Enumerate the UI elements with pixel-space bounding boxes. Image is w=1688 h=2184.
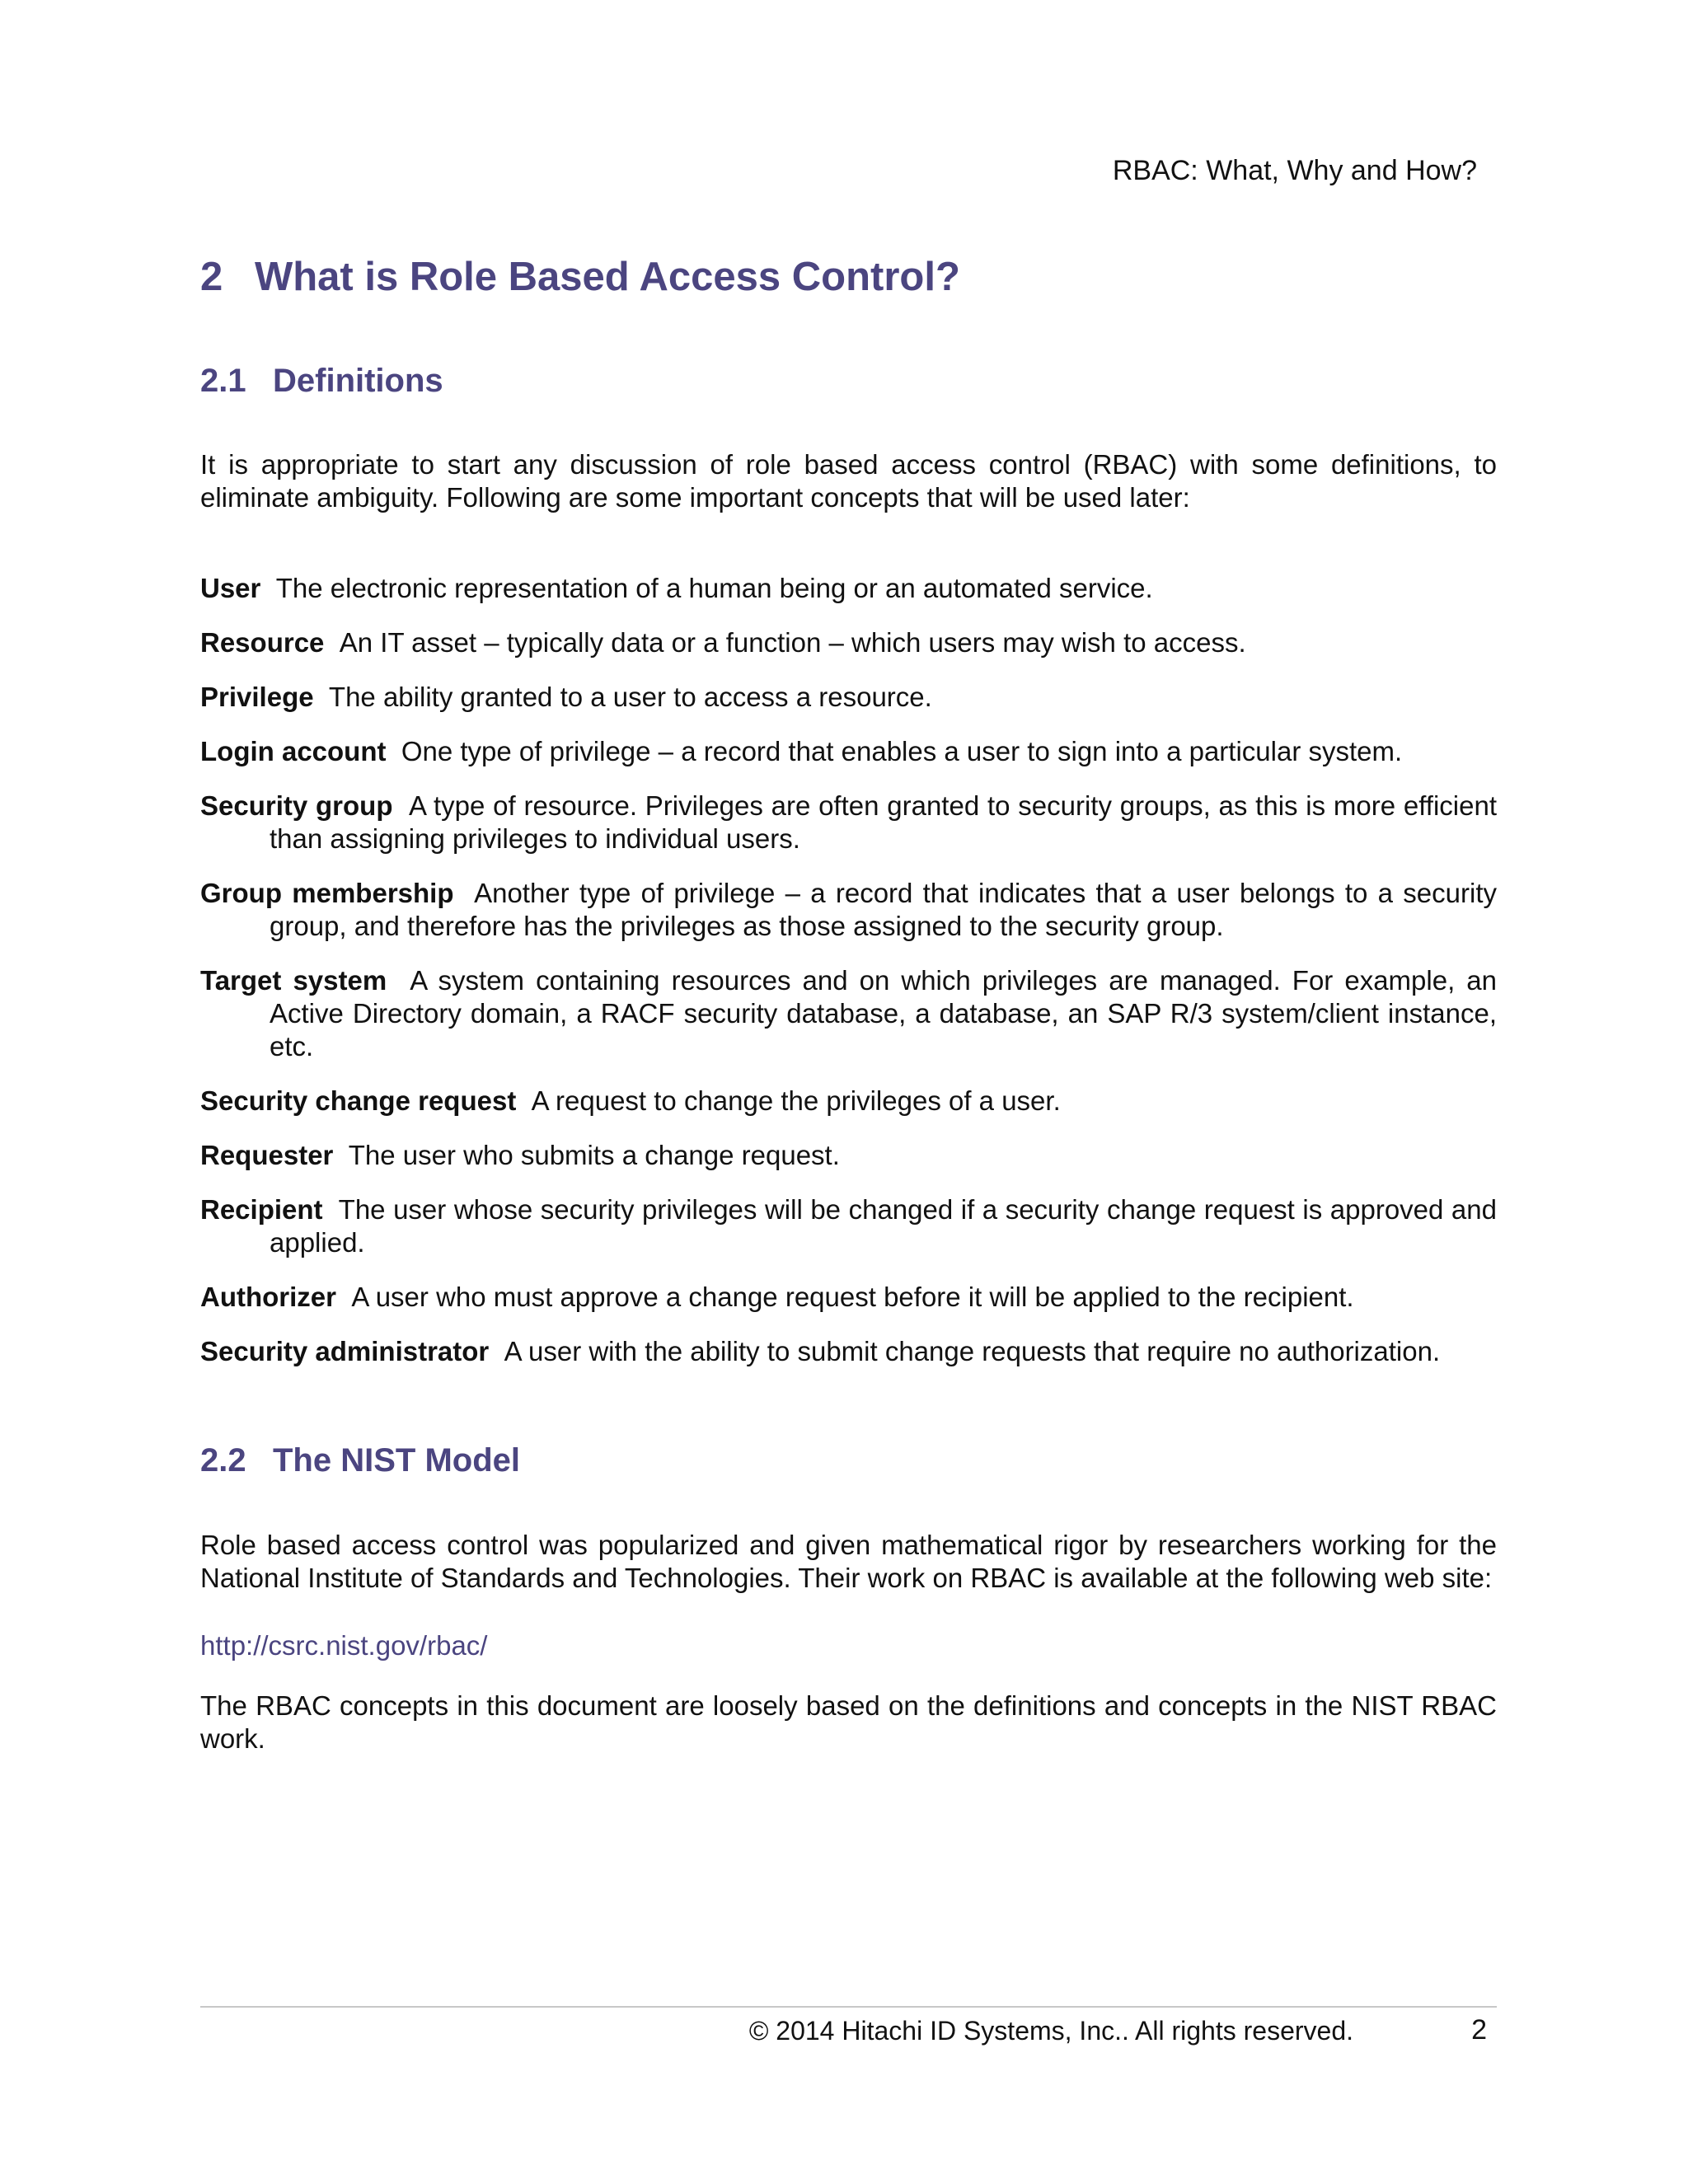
definition-item	[200, 626, 1497, 659]
footer-copyright: © 2014 Hitachi ID Systems, Inc.. All rights reserved.	[748, 2016, 1353, 2046]
definition-list	[200, 572, 1497, 1390]
definition-term: Target system	[200, 965, 387, 996]
definition-text: A request to change the privileges of a user.	[531, 1085, 1061, 1116]
definition-text: The electronic representation of a human being or an automated service.	[275, 573, 1153, 603]
section-number: 2.1	[200, 363, 246, 399]
definition-item	[200, 1281, 1497, 1314]
section-number: 2.2	[200, 1442, 246, 1479]
definition-text: A system containing resources and on which privileges are managed. For example, an Active Directory domain, a RACF security database, a database, an SAP R/3 system/client instance, etc.	[270, 965, 1497, 1062]
definition-item	[200, 964, 1497, 1063]
section-title-text: Definitions	[273, 363, 443, 399]
definition-item	[200, 1139, 1497, 1172]
definition-text: The user who submits a change request.	[348, 1140, 840, 1170]
definition-text: The user whose security privileges will be changed if a security change request is approved and applied.	[270, 1194, 1497, 1258]
page-number: 2	[1471, 2014, 1487, 2046]
nist-rbac-link[interactable]: http://csrc.nist.gov/rbac/	[200, 1630, 488, 1661]
definition-item	[200, 1335, 1497, 1368]
chapter-title	[200, 254, 960, 300]
definition-text: An IT asset – typically data or a function – which users may wish to access.	[339, 627, 1246, 658]
definition-item	[200, 877, 1497, 943]
definition-text: Another type of privilege – a record that indicates that a user belongs to a security group, and therefore has the privileges as those assigned to the security group.	[270, 878, 1497, 941]
section-title-definitions	[200, 363, 443, 400]
definition-text: One type of privilege – a record that enables a user to sign into a particular system.	[401, 736, 1403, 766]
chapter-title-text: What is Role Based Access Control?	[255, 255, 960, 299]
definition-item	[200, 572, 1497, 605]
definition-term: Security administrator	[200, 1336, 490, 1366]
definition-text: The ability granted to a user to access a resource.	[328, 682, 932, 712]
definition-term: Login account	[200, 736, 387, 766]
definition-term: Authorizer	[200, 1282, 336, 1312]
definition-text: A type of resource. Privileges are often granted to security groups, as this is more efficient than assigning privileges to individual users.	[270, 790, 1498, 854]
definition-term: Privilege	[200, 682, 314, 712]
footer-divider	[200, 2006, 1497, 2008]
definition-item	[200, 1193, 1497, 1259]
definition-term: Recipient	[200, 1194, 323, 1225]
definition-item	[200, 1085, 1497, 1118]
definition-text: A user who must approve a change request before it will be applied to the recipient.	[351, 1282, 1354, 1312]
section-title-text: The NIST Model	[273, 1442, 520, 1479]
definition-item	[200, 681, 1497, 714]
definition-term: User	[200, 573, 261, 603]
definition-term: Security change request	[200, 1085, 517, 1116]
nist-paragraph: Role based access control was popularized and given mathematical rigor by researchers working for the National Institute of Standards and Technologies. Their work on RBAC is available at the following web site:	[200, 1530, 1497, 1593]
definition-term: Requester	[200, 1140, 334, 1170]
nist-closing-paragraph: The RBAC concepts in this document are loosely based on the definitions and concepts in the NIST RBAC work.	[200, 1690, 1497, 1754]
section-title-nist-model	[200, 1442, 520, 1479]
definition-term: Group membership	[200, 878, 454, 908]
definition-text: A user with the ability to submit change requests that require no authorization.	[504, 1336, 1441, 1366]
definition-term: Resource	[200, 627, 325, 658]
running-header: RBAC: What, Why and How?	[1112, 155, 1477, 186]
definition-item	[200, 735, 1497, 768]
definitions-intro: It is appropriate to start any discussion of role based access control (RBAC) with some definitions, to eliminate ambiguity. Following are some important concepts that will be used later:	[200, 449, 1497, 513]
chapter-number: 2	[200, 255, 223, 299]
definition-item	[200, 790, 1497, 855]
definition-term: Security group	[200, 790, 393, 821]
